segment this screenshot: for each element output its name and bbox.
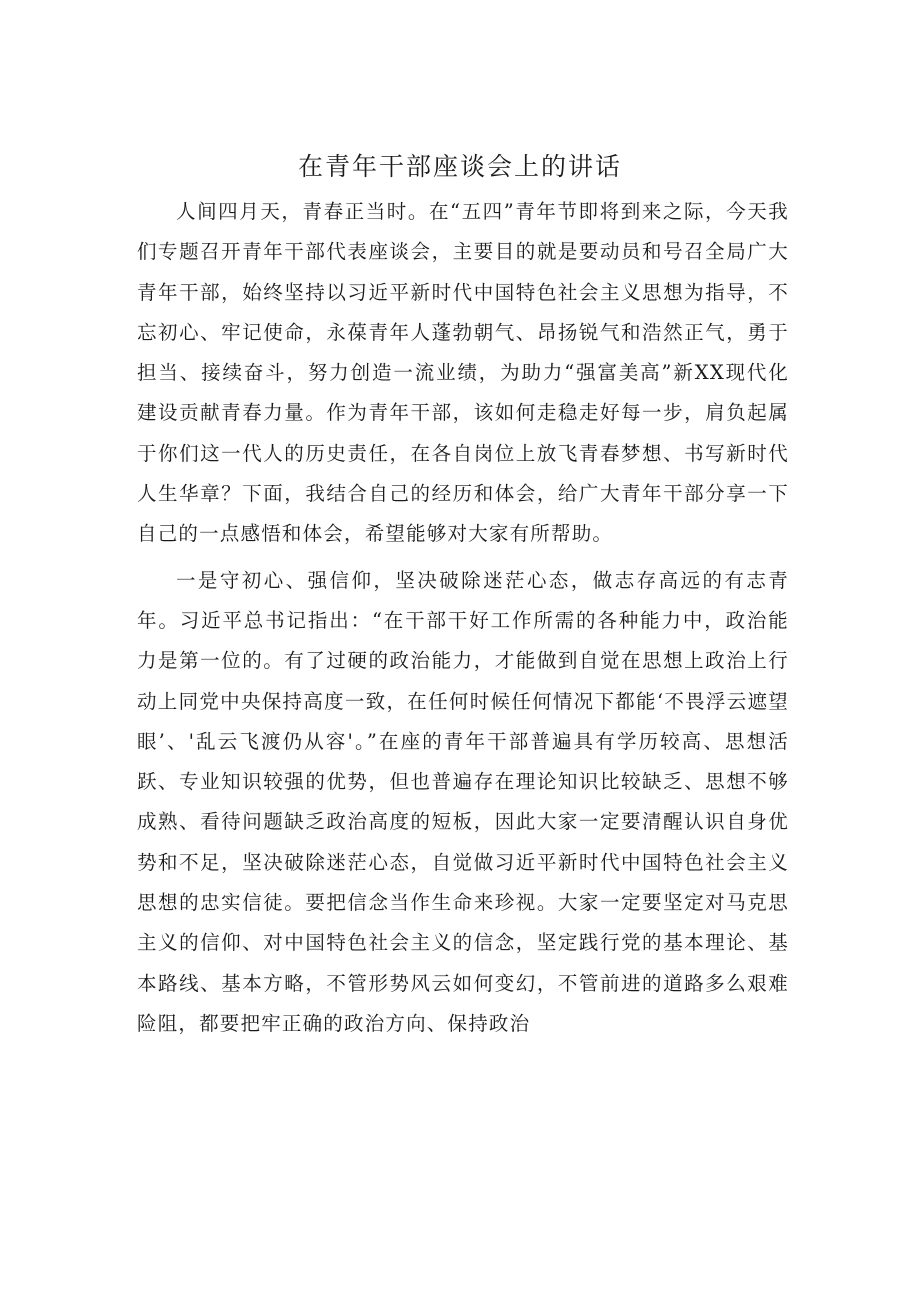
document-body [137, 192, 789, 1044]
paragraph-point-one: 一是守初心、强信仰，坚决破除迷茫心态，做志存高远的有志青年。习近平总书记指出：“在干部干好工作所需的各种能力中，政治能力是第一位的。有了过硬的政治能力，才能做到自觉在思想上政治上行动上同党中央保持高度一致，在任何时候任何情况下都能‘不畏浮云遮望眼’、'乱云飞渡仍从容'。”在座的青年干部普遍具有学历较高、思想活跃、专业知识较强的优势，但也普遍存在理论知识比较缺乏、思想不够成熟、看待问题缺乏政治高度的短板，因此大家一定要清醒认识自身优势和不足，坚决破除迷茫心态，自觉做习近平新时代中国特色社会主义思想的忠实信徒。要把信念当作生命来珍视。大家一定要坚定对马克思主义的信仰、对中国特色社会主义的信念，坚定践行党的基本理论、基本路线、基本方略，不管形势风云如何变幻，不管前进的道路多么艰难险阻，都要把牢正确的政治方向、保持政治 [137, 568, 789, 1035]
document-title: 在青年干部座谈会上的讲话 [297, 152, 622, 181]
paragraph-intro: 人间四月天，青春正当时。在“五四”青年节即将到来之际，今天我们专题召开青年干部代表座谈会，主要目的就是要动员和号召全局广大青年干部，始终坚持以习近平新时代中国特色社会主义思想为指导，不忘初心、牢记使命，永葆青年人蓬勃朝气、昂扬锐气和浩然正气，勇于担当、接续奋斗，努力创造一流业绩，为助力“强富美高”新XX现代化建设贡献青春力量。作为青年干部，该如何走稳走好每一步，肩负起属于你们这一代人的历史责任，在各自岗位上放飞青春梦想、书写新时代人生华章？下面，我结合自己的经历和体会，给广大青年干部分享一下自己的一点感悟和体会，希望能够对大家有所帮助。 [137, 200, 789, 546]
